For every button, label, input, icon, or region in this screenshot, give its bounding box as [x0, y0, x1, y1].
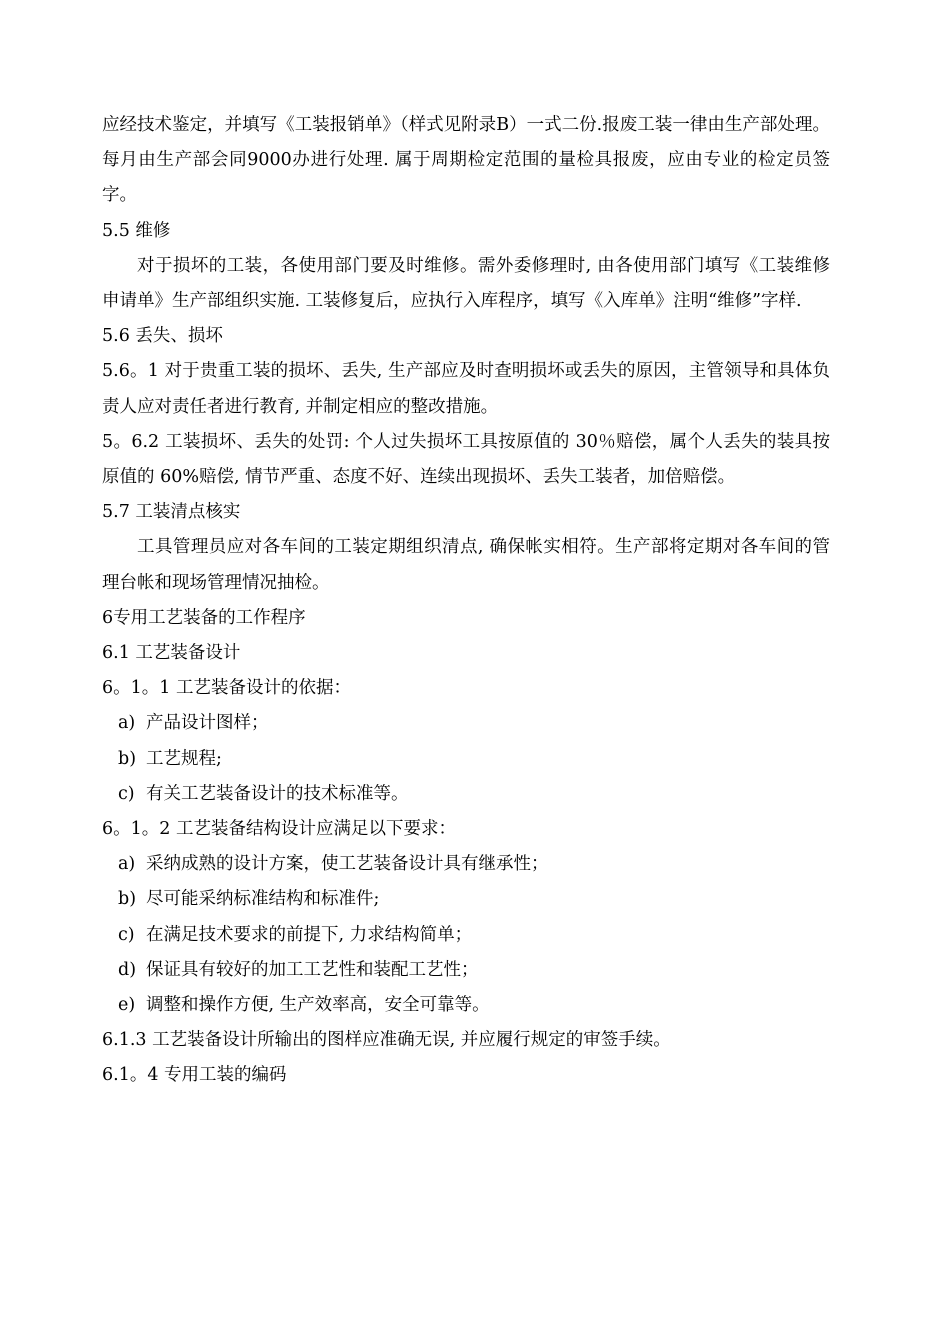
list-item-marker: a) [118, 854, 136, 875]
list-item-text: 尽可能采纳标准结构和标准件; [146, 889, 380, 910]
section-heading-6-1-2: 6。1。2 工艺装备结构设计应满足以下要求： [102, 819, 456, 840]
list-item-marker: e) [118, 995, 136, 1016]
list-item [102, 953, 830, 988]
section-heading-6: 6专用工艺装备的工作程序 [102, 607, 306, 628]
document-page [102, 108, 830, 1094]
paragraph-scrap-handling: 应经技术鉴定，并填写《工装报销单》（样式见附录B）一式二份.报废工装一律由生产部处理。每月由生产部会同9000办进行处理. 属于周期检定范围的量检具报废，应由专业的检定员签字。 [102, 115, 830, 206]
list-item-marker: d) [118, 959, 137, 980]
paragraph-5-6-1: 5.6。1 对于贵重工装的损坏、丢失, 生产部应及时查明损坏或丢失的原因，主管领导和具体负责人应对责任者进行教育, 并制定相应的整改措施。 [102, 361, 830, 417]
section-heading-6-1-4: 6.1。4 专用工装的编码 [102, 1065, 287, 1086]
list-item [102, 882, 830, 917]
list-item-marker: c) [118, 924, 135, 945]
list-item-text: 保证具有较好的加工工艺性和装配工艺性； [146, 959, 479, 980]
list-item-text: 在满足技术要求的前提下, 力求结构简单； [146, 924, 473, 945]
section-heading-5-7: 5.7 工装清点核实 [102, 502, 241, 523]
list-item-marker: b) [118, 889, 137, 910]
list-item-text: 产品设计图样； [146, 713, 269, 734]
list-item-marker: a) [118, 713, 136, 734]
list-item [102, 918, 830, 953]
list-item-text: 有关工艺装备设计的技术标准等。 [146, 783, 409, 804]
paragraph-inventory-check: 工具管理员应对各车间的工装定期组织清点, 确保帐实相符。生产部将定期对各车间的管理台帐和现场管理情况抽检。 [102, 537, 830, 593]
list-item-text: 工艺规程; [146, 748, 222, 769]
list-item-marker: b) [118, 748, 137, 769]
section-heading-5-5: 5.5 维修 [102, 220, 171, 241]
section-heading-5-6: 5.6 丢失、损坏 [102, 326, 223, 347]
list-item [102, 742, 830, 777]
list-item [102, 988, 830, 1023]
list-item [102, 847, 830, 882]
list-item [102, 777, 830, 812]
list-item-text: 调整和操作方便, 生产效率高，安全可靠等。 [146, 995, 490, 1016]
list-item-text: 采纳成熟的设计方案，使工艺装备设计具有继承性； [146, 854, 549, 875]
list-item-marker: c) [118, 783, 135, 804]
section-heading-6-1-1: 6。1。1 工艺装备设计的依据： [102, 678, 351, 699]
list-item [102, 706, 830, 741]
section-heading-6-1: 6.1 工艺装备设计 [102, 643, 241, 664]
paragraph-5-6-2: 5。6.2 工装损坏、丢失的处罚: 个人过失损坏工具按原值的 30％赔偿，属个人丢失的装具按原值的 60%赔偿, 情节严重、态度不好、连续出现损坏、丢失工装者，加倍赔偿。 [102, 431, 830, 488]
paragraph-repair: 对于损坏的工装，各使用部门要及时维修。需外委修理时, 由各使用部门填写《工装维修申请单》生产部组织实施. 工装修复后，应执行入库程序，填写《入库单》注明“维修”字样. [102, 255, 830, 312]
paragraph-6-1-3: 6.1.3 工艺装备设计所输出的图样应准确无误, 并应履行规定的审签手续。 [102, 1030, 671, 1051]
